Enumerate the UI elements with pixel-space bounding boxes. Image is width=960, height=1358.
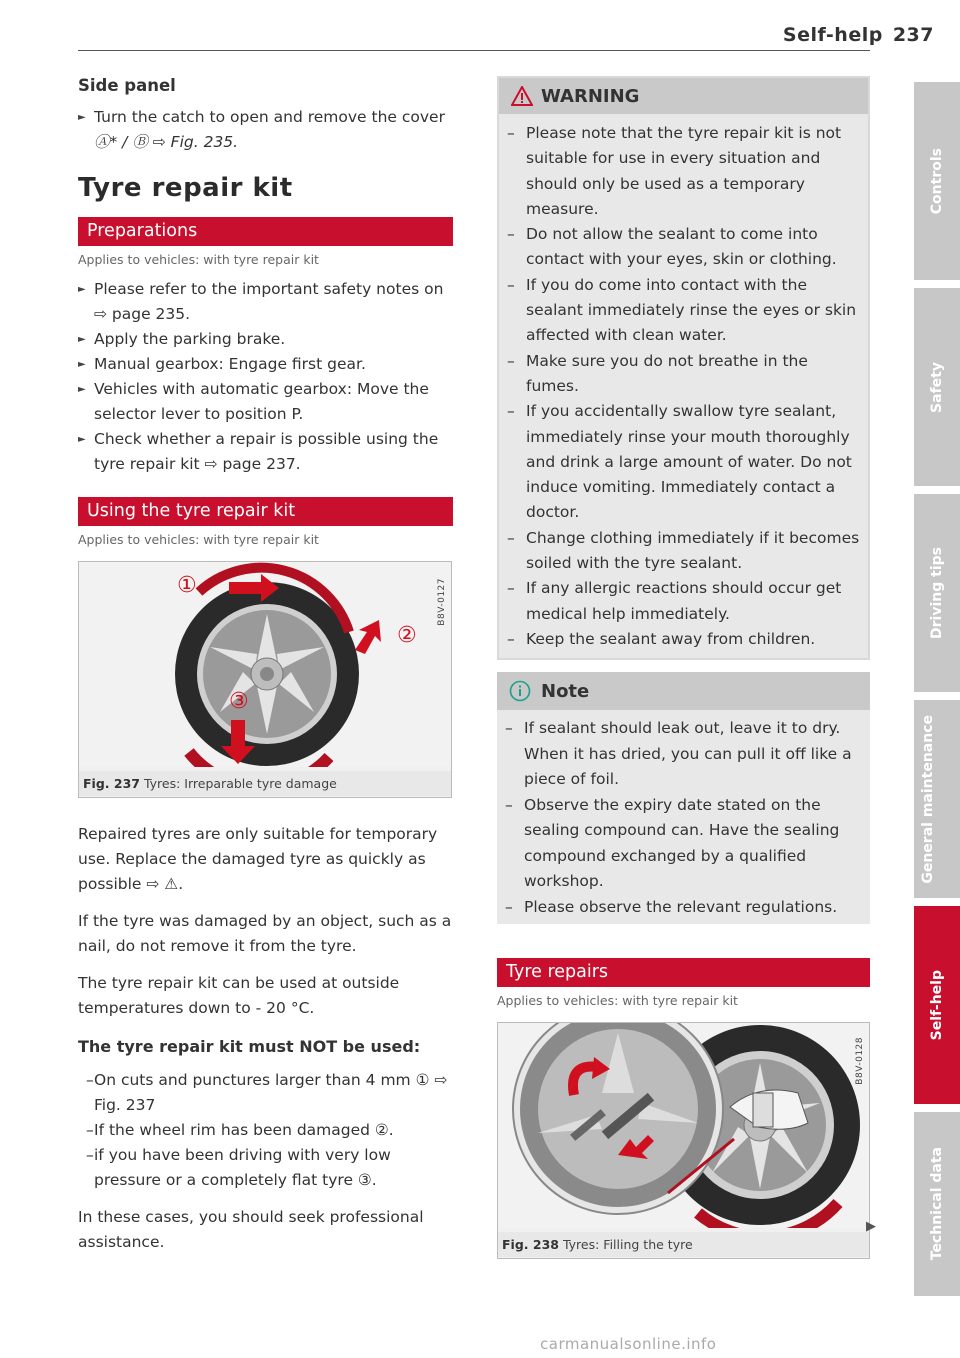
- callout-2: ②: [397, 623, 417, 648]
- paragraph: The tyre repair kit can be used at outside temperatures down to - 20 °C.: [78, 974, 400, 1017]
- warning-item: – Do not allow the sealant to come into contact with your eyes, skin or clothing.: [499, 222, 860, 273]
- side-panel-step-ref[interactable]: Ⓐ* / Ⓑ ⇨ Fig. 235.: [94, 133, 239, 151]
- side-panel-step-text: Turn the catch to open and remove the cover: [94, 108, 445, 126]
- tab-technical-data[interactable]: [914, 1112, 960, 1296]
- figure-code: B8V-0127: [437, 578, 447, 626]
- figure-caption-text: Tyres: Irreparable tyre damage: [143, 776, 337, 791]
- figure-caption: [498, 1232, 869, 1257]
- note-item: – Please observe the relevant regulations.: [497, 895, 862, 921]
- warning-header: [499, 78, 868, 114]
- note-title: Note: [541, 680, 590, 702]
- list-item: – If the wheel rim has been damaged ②.: [78, 1118, 453, 1143]
- tab-safety[interactable]: [914, 288, 960, 486]
- warning-item: – If you accidentally swallow tyre sealant, immediately rinse your mouth thoroughly and drink a large amount of water. Do not induce vomiting. Immediately contact a doctor.: [499, 399, 860, 525]
- note-header: [497, 672, 870, 710]
- note-item: – Observe the expiry date stated on the sealing compound can. Have the sealing compound exchanged by a qualified workshop.: [497, 793, 862, 895]
- preparations-heading: Preparations: [78, 217, 453, 246]
- warning-item: – Please note that the tyre repair kit is not suitable for use in every situation and should only be used as a temporary measure.: [499, 121, 860, 222]
- figure-237: [78, 561, 452, 798]
- tab-label: Technical data: [929, 1147, 945, 1261]
- note-item: – If sealant should leak out, leave it to dry. When it has dried, you can pull it off like a piece of foil.: [497, 716, 862, 793]
- warning-item: – If any allergic reactions should occur get medical help immediately.: [499, 576, 860, 627]
- must-not-list: [78, 1068, 453, 1193]
- tab-label: Safety: [929, 361, 945, 413]
- tyre-damage-illustration: [79, 562, 451, 767]
- page-header: [783, 24, 934, 46]
- paragraph: If the tyre was damaged by an object, such as a nail, do not remove it from the tyre.: [78, 912, 452, 955]
- prep-step: ► Check whether a repair is possible using the tyre repair kit ⇨ page 237.: [78, 427, 453, 477]
- warning-box: [497, 76, 870, 660]
- note-body: [497, 710, 870, 924]
- figure-label: Fig. 237: [83, 776, 140, 791]
- right-column: [497, 76, 870, 1259]
- preparations-steps: [78, 277, 453, 477]
- tab-label: General maintenance: [920, 714, 936, 884]
- figure-code: B8V-0128: [855, 1037, 865, 1085]
- main-title: Tyre repair kit: [78, 173, 293, 203]
- warning-title: WARNING: [541, 85, 640, 107]
- paragraph: Repaired tyres are only suitable for temporary use. Replace the damaged tyre as quickly as possible ⇨ ⚠.: [78, 825, 438, 893]
- warning-triangle-icon: [511, 86, 533, 106]
- figure-label: Fig. 238: [502, 1237, 559, 1253]
- warning-body: [499, 114, 868, 658]
- tab-general-maintenance[interactable]: [914, 700, 960, 898]
- tab-label: Driving tips: [929, 547, 945, 639]
- tyre-repairs-applies: Applies to vehicles: with tyre repair kit: [497, 993, 738, 1009]
- warning-item: – Make sure you do not breathe in the fumes.: [499, 349, 860, 400]
- tyre-repairs-heading: Tyre repairs: [497, 958, 870, 987]
- prep-step: ► Please refer to the important safety notes on ⇨ page 235.: [78, 277, 453, 327]
- left-column: [78, 70, 453, 1255]
- side-panel-step: [78, 105, 453, 155]
- figure-caption-text: Tyres: Filling the tyre: [562, 1237, 693, 1253]
- section-title: Self-help: [782, 24, 883, 46]
- list-item: – if you have been driving with very low pressure or a completely flat tyre ③.: [78, 1143, 453, 1193]
- paragraph: In these cases, you should seek professional assistance.: [78, 1208, 424, 1251]
- using-applies: Applies to vehicles: with tyre repair kit: [78, 532, 319, 547]
- warning-item: – If you do come into contact with the sealant immediately rinse the eyes or skin affected with clean water.: [499, 273, 860, 349]
- prep-step: ► Manual gearbox: Engage first gear.: [78, 352, 453, 377]
- prep-step: ► Vehicles with automatic gearbox: Move the selector lever to position P.: [78, 377, 453, 427]
- tab-label: Controls: [929, 147, 945, 215]
- preparations-applies: Applies to vehicles: with tyre repair kit: [78, 252, 319, 267]
- using-heading: Using the tyre repair kit: [78, 497, 453, 526]
- must-not-title: The tyre repair kit must NOT be used:: [78, 1037, 421, 1056]
- tab-controls[interactable]: [914, 82, 960, 280]
- callout-3: ③: [229, 689, 249, 714]
- callout-1: ①: [177, 573, 197, 598]
- footer-watermark: carmanualsonline.info: [540, 1335, 717, 1353]
- prep-step: ► Apply the parking brake.: [78, 327, 453, 352]
- tyre-filling-illustration: [498, 1023, 869, 1228]
- figure-caption: [79, 771, 451, 796]
- note-box: [497, 672, 870, 924]
- header-rule: [78, 50, 870, 51]
- page-number: 237: [892, 24, 934, 46]
- side-panel-title: Side panel: [78, 76, 176, 95]
- warning-item: – Keep the sealant away from children.: [499, 627, 860, 652]
- list-item: – On cuts and punctures larger than 4 mm ① ⇨ Fig. 237: [78, 1068, 453, 1118]
- warning-item: – Change clothing immediately if it becomes soiled with the tyre sealant.: [499, 526, 860, 577]
- tab-label: Self-help: [929, 969, 945, 1041]
- tab-driving-tips[interactable]: [914, 494, 960, 692]
- tab-self-help[interactable]: [914, 906, 960, 1104]
- figure-238: [497, 1022, 870, 1259]
- info-icon: [509, 680, 531, 702]
- continue-arrow-icon: ▶: [866, 1219, 876, 1234]
